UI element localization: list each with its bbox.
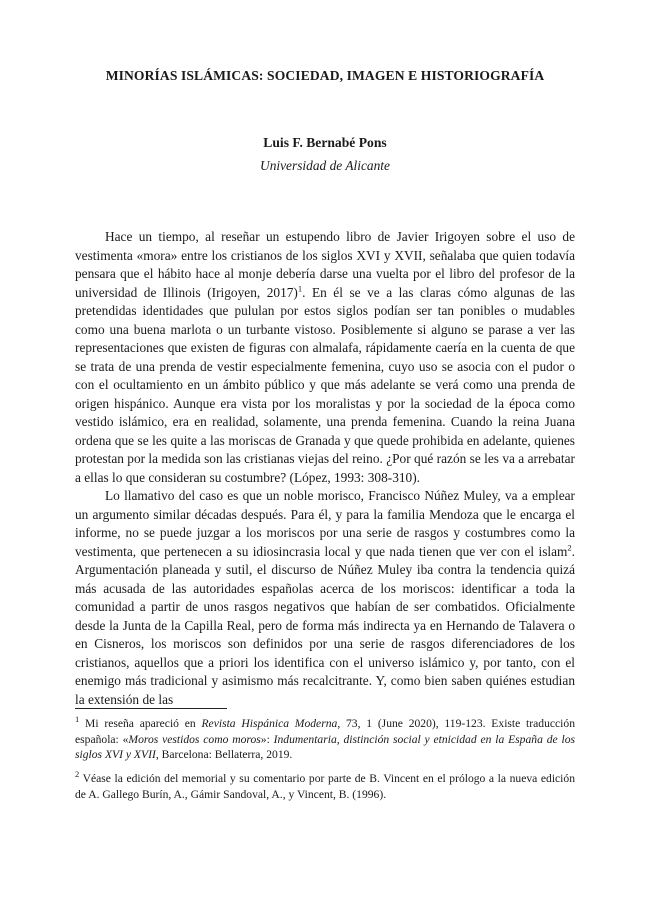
author-affiliation: Universidad de Alicante: [260, 158, 390, 173]
paragraph-text: . Argumentación planeada y sutil, el discurso de Núñez Muley iba contra la tendencia quizá más acusada de las autoridades españolas acerca de los moriscos: identificar a toda la comunidad a partir de unos rasgos negativos que habían de ser combatidos. Oficialmente desde la Junta de la Capilla Real, pero de forma más indirecta ya en Hernando de Talavera o en Cisneros, los moriscos son definidos por una serie de rasgos diferenciadores de los cristianos, aquellos que a priori los identifica con el universo islámico y, por tanto, con el enemigo más tradicional y asimismo más recalcitrante. Y, como bien saben quiénes estudian la extensión de las: [75, 543, 575, 707]
paragraph-text: . En él se ve a las claras cómo algunas de las pretendidas identidades que pululan por estos siglos podían ser tan ponibles o mudables como una buena marlota o un turbante vistoso. Posiblemente si alguno se parase a ver las representaciones que existen de figuras con almalafa, rápidamente caería en la cuenta de que se trata de una prenda de vestir especialmente femenina, cuyo uso se asocia con el pudor o con el ocultamiento en un ámbito público y que más adelante se verá como una prenda de origen hispánico. Aunque era vista por los moralistas y por la sociedad de la época como vestido islámico, era en realidad, solamente, una prenda femenina. Cuando la reina Juana ordena que se les quite a las moriscas de Granada y que quede prohibida en adelante, quienes protestan por la medida son las cristianas viejas del reino. ¿Por qué razón se les va a arrebatar a ellas lo que consideran su costumbre? (López, 1993: 308-310).: [75, 284, 576, 485]
footnote-number: 2: [75, 769, 80, 780]
footnote-2: [75, 771, 575, 802]
footnote-text: , 73, 1 (June 2020), 119-123. Existe traducción española: «: [75, 717, 575, 746]
footnote-journal-title: Revista Hispánica Moderna: [201, 717, 338, 730]
footnote-1: [75, 716, 575, 763]
footnote-ref-1[interactable]: 1: [297, 283, 303, 294]
footnote-separator: [75, 708, 227, 709]
footnote-text: Véase la edición del memorial y su comentario por parte de B. Vincent en el prólogo a la nueva edición de A. Gallego Burín, A., Gámir Sandoval, A., y Vincent, B. (1996).: [75, 772, 575, 801]
paragraph-text: Hace un tiempo, al reseñar un estupendo libro de Javier Irigoyen sobre el uso de vestimenta «mora» entre los cristianos de los siglos XVI y XVII, señalaba que quien todavía pensara que el hábito hace al monje debería darse una vuelta por el libro del profesor de la universidad de Illinois (Irigoyen, 2017): [75, 229, 575, 300]
paragraph-text: Lo llamativo del caso es que un noble morisco, Francisco Núñez Muley, va a emplear un argumento similar décadas después. Para él, y para la familia Mendoza que le encarga el informe, no se puede juzgar a los moriscos por una serie de rasgos y costumbres como la vestimenta, que pertenecen a su idiosincrasia local y que nada tienen que ver con el islam: [75, 488, 575, 559]
body-paragraph-2: [75, 487, 575, 709]
body-paragraph-1: [75, 228, 575, 487]
footnote-text: , Barcelona: Bellaterra, 2019.: [155, 748, 293, 762]
footnote-book-title: Moros vestidos como moros: [128, 732, 261, 746]
footnote-ref-2[interactable]: 2: [567, 542, 572, 553]
author-name: Luis F. Bernabé Pons: [263, 135, 387, 150]
footnote-book-subtitle: Indumentaria, distinción social y etnicidad en la España de los siglos XVI y XVII: [75, 732, 575, 762]
footnote-number: 1: [75, 714, 80, 725]
footnote-text: Mi reseña apareció en: [79, 717, 202, 730]
article-title: MINORÍAS ISLÁMICAS: SOCIEDAD, IMAGEN E HISTORIOGRAFÍA: [105, 68, 545, 83]
footnote-text: »:: [260, 732, 274, 746]
